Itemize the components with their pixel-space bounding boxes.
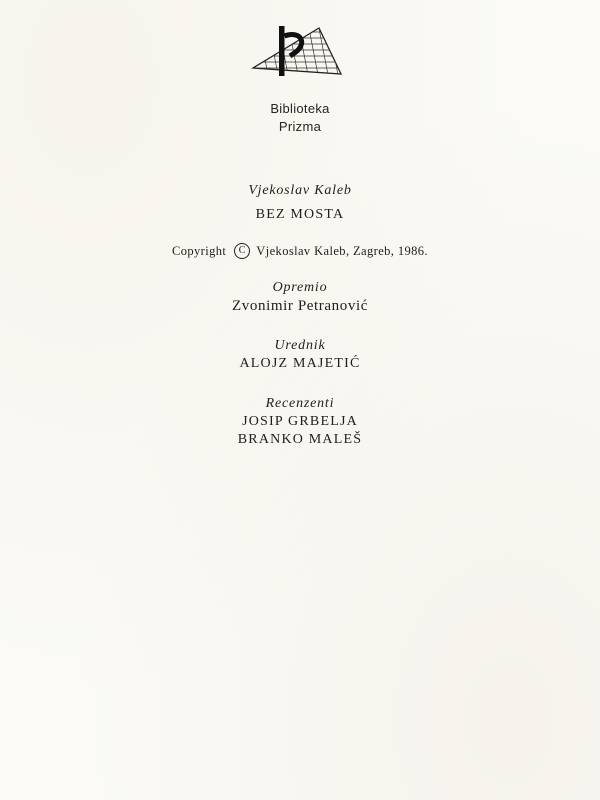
copyright-label: Copyright (172, 244, 227, 258)
editor-label: Urednik (274, 338, 326, 353)
design-name: Zvonimir Petranović (232, 298, 368, 314)
editor-name: ALOJZ MAJETIĆ (239, 356, 361, 371)
prizma-logo-icon (249, 18, 345, 80)
copyright-line (0, 244, 600, 260)
book-title: BEZ MOSTA (255, 207, 345, 222)
copyright-text: Vjekoslav Kaleb, Zagreb, 1986. (256, 244, 428, 258)
reviewer-name: JOSIP GRBELJA (242, 414, 358, 429)
copyright-symbol-icon: C (234, 243, 250, 259)
reviewers-label: Recenzenti (265, 396, 335, 411)
series-name-line1: Biblioteka (270, 101, 330, 116)
design-label: Opremio (272, 280, 328, 295)
reviewer-name: BRANKO MALEŠ (237, 432, 363, 447)
author-name: Vjekoslav Kaleb (248, 183, 352, 198)
series-name-line2: Prizma (278, 119, 322, 134)
